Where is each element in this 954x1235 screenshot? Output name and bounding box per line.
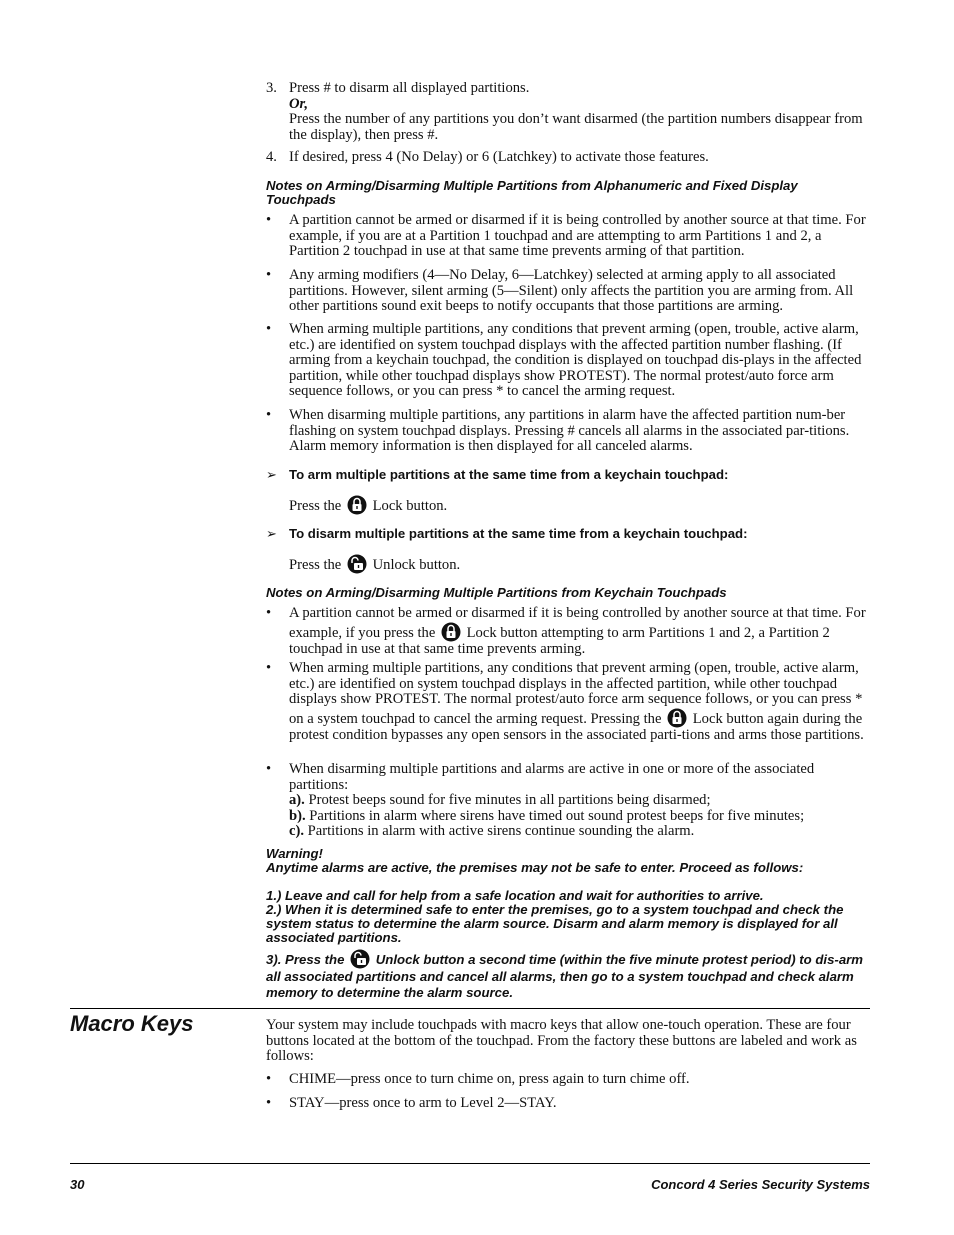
procedure-arrow-icon: ➢ xyxy=(266,526,277,541)
bullet-text: STAY—press once to arm to Level 2—STAY. xyxy=(289,1095,557,1111)
sub-item-label: b). xyxy=(289,807,306,824)
sub-item-text: Partitions in alarm where sirens have timed out sound protest beeps for five minutes; xyxy=(309,807,805,824)
notes-alpha-bullet-2 xyxy=(266,268,870,315)
notes-keychain-bullet-3 xyxy=(266,762,870,840)
bullet-dot: • xyxy=(266,761,272,777)
procedure-disarm-text xyxy=(289,554,460,574)
procedure-arrow-icon: ➢ xyxy=(266,467,277,482)
notes-keychain-bullet-2 xyxy=(266,661,870,743)
bullet-dot: • xyxy=(266,1095,272,1111)
bullet-dot: • xyxy=(266,605,272,621)
sub-item-label: c). xyxy=(289,823,304,840)
sub-item-text: Protest beeps sound for five minutes in all partitions being disarmed; xyxy=(308,792,711,809)
bullet-text-part: When arming multiple partitions, any conditions that prevent arming (open, trouble, active alarm, etc.) are identified on system touchpad displays in the affected partition, while other touchpad displays show PROTEST. The normal protest/auto force arm sequence follows, or you can press * on a system touchpad to cancel the arming request. Pressing the xyxy=(289,660,863,727)
notes-alpha-bullet-4 xyxy=(266,408,870,455)
bullet-text xyxy=(289,606,870,657)
bullet-text-part: Lock button attempting to arm Partitions 1 and 2, a Partition 2 touchpad in use at that same time prevents arming. xyxy=(289,624,830,657)
procedure-disarm-heading: To disarm multiple partitions at the same time from a keychain touchpad: xyxy=(289,526,748,541)
step-or: Or, xyxy=(289,95,309,112)
warning-step-1: 1.) Leave and call for help from a safe location and wait for authorities to arrive. xyxy=(266,888,764,903)
step-alt-text: Press the number of any partitions you don’t want disarmed (the partition numbers disappear from the display), then press #. xyxy=(289,111,863,143)
step-text: If desired, press 4 (No Delay) or 6 (Latchkey) to activate those features. xyxy=(289,149,709,165)
bullet-dot: • xyxy=(266,1071,272,1087)
notes-keychain-bullet-1 xyxy=(266,606,870,657)
sub-item-text: Partitions in alarm with active sirens continue sounding the alarm. xyxy=(307,823,695,840)
procedure-text-after: Unlock button. xyxy=(372,557,461,573)
warning-step-3-part: 3). Press the xyxy=(266,952,345,967)
unlock-icon xyxy=(347,554,367,574)
warning-step-2: 2.) When it is determined safe to enter the premises, go to a system touchpad and check the system status to determine the alarm source. Disarm and alarm memory is displayed for all associated partitions. xyxy=(266,902,844,945)
macro-intro: Your system may include touchpads with macro keys that allow one-touch operation. These are four buttons located at the bottom of the touchpad. From the factory these buttons are labeled and work as follows: xyxy=(266,1017,857,1065)
lock-icon xyxy=(441,622,461,642)
warning-title: Warning! xyxy=(266,846,323,861)
bullet-text: CHIME—press once to turn chime on, press again to turn chime off. xyxy=(289,1071,690,1087)
bullet-text: Any arming modifiers (4—No Delay, 6—Latchkey) selected at arming apply to all associated partitions. However, silent arming (5—Silent) only affects the partition you are arming from. All other partitions sound exit beeps to notify occupants that those partitions are arming. xyxy=(289,267,854,315)
bullet-text xyxy=(289,762,870,840)
bullet-text: When arming multiple partitions, any conditions that prevent arming (open, trouble, active alarm, etc.) are identified on system touchpad displays with the affected partition number flashing. (If arming from a keychain touchpad, the condition is displayed on touchpad dis-plays in the affected partition, while other touchpad displays show PROTEST). The normal protest/auto force arm sequence follows, or you can press * to cancel the arming request. xyxy=(289,321,862,400)
bullet-dot: • xyxy=(266,267,272,283)
warning-line: Anytime alarms are active, the premises may not be safe to enter. Proceed as follows: xyxy=(266,860,804,875)
notes-keychain-heading: Notes on Arming/Disarming Multiple Partitions from Keychain Touchpads xyxy=(266,585,727,600)
sub-item-c xyxy=(289,824,870,840)
bullet-text: A partition cannot be armed or disarmed if it is being controlled by another source at that time. For example, if you are at a Partition 1 touchpad and are attempting to arm Partitions 1 and 2, a Partition 2 touchpad in use at that same time prevents arming of that partition. xyxy=(289,212,866,260)
bullet-text xyxy=(289,661,870,743)
footer-rule xyxy=(70,1163,870,1164)
bullet-dot: • xyxy=(266,660,272,676)
section-title-macro-keys: Macro Keys xyxy=(70,1011,194,1036)
notes-alpha-bullet-3 xyxy=(266,322,870,400)
bullet-dot: • xyxy=(266,212,272,228)
sub-item-b xyxy=(289,809,870,825)
sub-item-label: a). xyxy=(289,792,305,809)
bullet-dot: • xyxy=(266,321,272,337)
procedure-arm-text xyxy=(289,495,447,515)
lock-icon xyxy=(347,495,367,515)
step-text: Press # to disarm all displayed partitions. xyxy=(289,80,530,96)
notes-alpha-heading: Notes on Arming/Disarming Multiple Partitions from Alphanumeric and Fixed Display Touchpads xyxy=(266,178,798,207)
step-4 xyxy=(266,150,870,166)
bullet-text-part: A partition cannot be armed or disarmed if it is being controlled by another source at that time. For example, if you press the xyxy=(289,605,866,641)
footer-title: Concord 4 Series Security Systems xyxy=(651,1177,870,1192)
step-number: 4. xyxy=(266,149,277,165)
macro-bullet-stay xyxy=(266,1096,870,1112)
procedure-text-after: Lock button. xyxy=(372,498,448,514)
page-number: 30 xyxy=(70,1177,85,1192)
procedure-arm-heading: To arm multiple partitions at the same time from a keychain touchpad: xyxy=(289,467,729,482)
procedure-text-before: Press the xyxy=(289,557,342,573)
section-divider xyxy=(70,1008,870,1009)
bullet-intro: When disarming multiple partitions and alarms are active in one or more of the associated partitions: xyxy=(289,761,815,793)
step-number: 3. xyxy=(266,80,277,96)
notes-alpha-bullet-1 xyxy=(266,213,870,260)
procedure-text-before: Press the xyxy=(289,498,342,514)
bullet-text: When disarming multiple partitions, any partitions in alarm have the affected partition num-ber flashing on system touchpad displays. Pressing # cancels all alarms in the associated par-titions. Alarm memory information is then displayed for all canceled alarms. xyxy=(289,407,850,455)
macro-bullet-chime xyxy=(266,1072,870,1088)
unlock-icon xyxy=(350,949,370,969)
bullet-dot: • xyxy=(266,407,272,423)
warning-step-3-part: Unlock button a second time (within the five minute protest period) to dis-arm all associated partitions and cancel all alarms, then go to a system touchpad and check alarm memory to determine the alarm source. xyxy=(266,952,864,1000)
bullet-text-part: Lock button again during the protest condition bypasses any open sensors in the associated parti-tions and arms those partitions. xyxy=(289,710,864,743)
warning-step-3 xyxy=(266,949,872,1001)
step-3 xyxy=(266,81,870,143)
sub-item-a xyxy=(289,793,870,809)
lock-icon xyxy=(667,708,687,728)
